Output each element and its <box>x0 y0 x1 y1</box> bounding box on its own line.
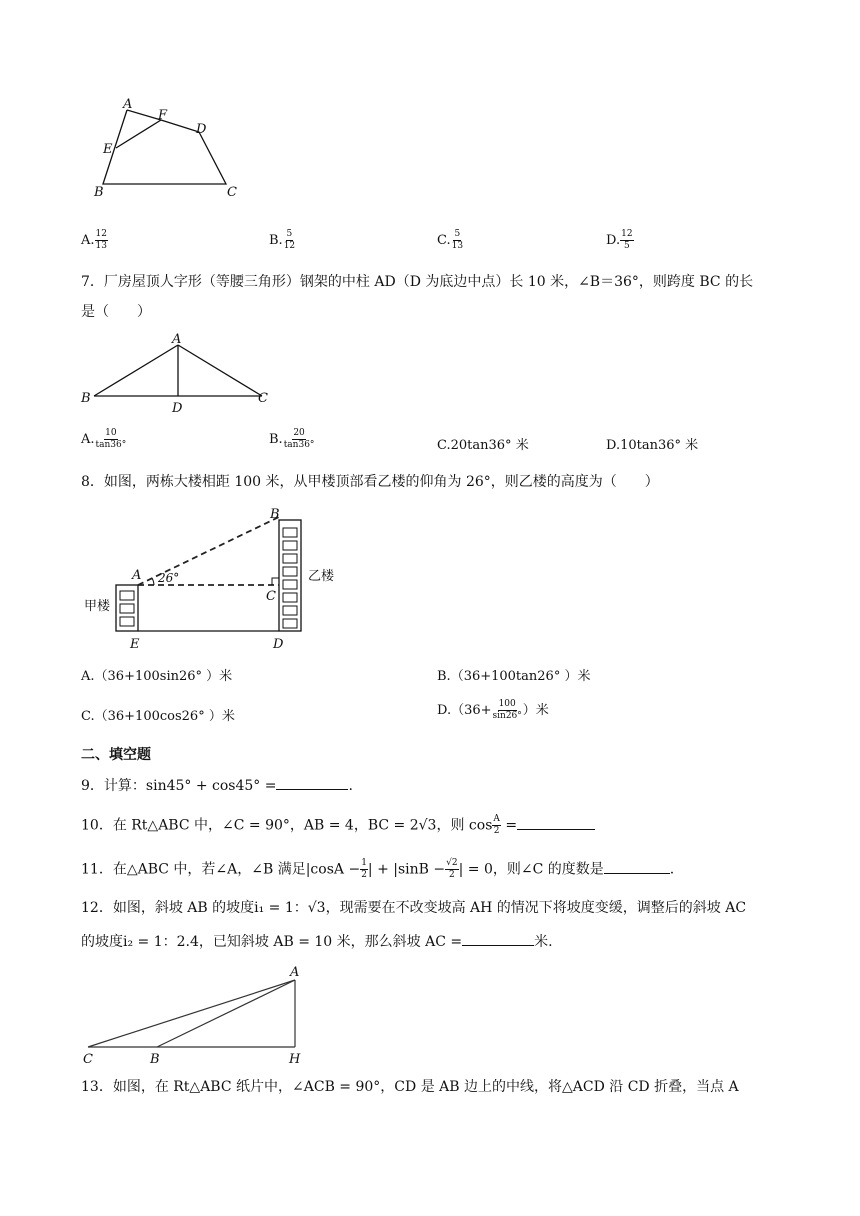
fig12-label-H: H <box>289 1052 301 1065</box>
fig6-label-A: A <box>123 97 133 112</box>
fig8-angle-label: 26° <box>158 571 180 585</box>
q10-answer-blank[interactable] <box>517 817 595 830</box>
q8-option-d[interactable]: D.（36+ $\frac{100}{\sin 26^\circ}$ ）米 <box>437 699 549 721</box>
fig6-label-C: C <box>227 185 237 200</box>
q9: 9．计算：sin45° + cos45° = . <box>81 778 353 794</box>
fig8-label-E: E <box>130 637 140 652</box>
fig12-label-A: A <box>290 965 300 980</box>
q8-option-b[interactable]: B.（36+100tan26° ）米 <box>437 669 591 684</box>
q7-line1: 7．厂房屋顶人字形（等腰三角形）钢架的中柱 AD（D 为底边中点）长 10 米，∠B＝36°，则跨度 BC 的长 <box>81 274 754 290</box>
fig8-label-D: D <box>273 637 284 652</box>
q12-line2: 的坡度i₂ = 1：2.4，已知斜坡 AB = 10 米，那么斜坡 AC = 米. <box>81 934 553 950</box>
q6-option-c[interactable]: C. $\frac{5}{13}$ <box>437 229 464 251</box>
q13-text: 13．如图，在 Rt△ABC 纸片中，∠ACB = 90°，CD 是 AB 边上的中线，将△ACD 沿 CD 折叠，当点 A <box>81 1079 739 1095</box>
q6-option-a[interactable]: A. $\frac{12}{13}$ <box>81 229 107 251</box>
figure-q6 <box>80 95 260 205</box>
section-title-fill-blank: 二、填空题 <box>81 747 151 763</box>
q11-answer-blank[interactable] <box>604 861 670 874</box>
fig12-label-B: B <box>150 1052 160 1065</box>
q8-option-c[interactable]: C.（36+100cos26° ）米 <box>81 709 235 724</box>
q12-line1: 12．如图，斜坡 AB 的坡度i₁ = 1：√3，现需要在不改变坡高 AH 的情况下将坡度变缓，调整后的斜坡 AC <box>81 900 747 916</box>
q9-answer-blank[interactable] <box>276 777 348 790</box>
q7-option-a[interactable]: A. $\frac{10}{\tan 36^\circ}$ <box>81 428 127 450</box>
fig7-label-B: B <box>81 391 91 406</box>
fig8-building-right: 乙楼 <box>308 569 335 584</box>
fig7-label-A: A <box>172 332 182 347</box>
q6-option-b[interactable]: B. $\frac{5}{12}$ <box>269 229 296 251</box>
fig7-label-D: D <box>172 401 183 415</box>
fig8-building-left: 甲楼 <box>84 599 111 614</box>
fig8-label-B: B <box>270 507 280 522</box>
q8-option-a[interactable]: A.（36+100sin26° ）米 <box>81 669 233 684</box>
fig8-label-C: C <box>266 589 276 604</box>
q7-option-c[interactable]: C.20tan36° 米 <box>437 438 529 453</box>
q6-option-d[interactable]: D. $\frac{12}{5}$ <box>606 229 633 251</box>
q8-text: 8．如图，两栋大楼相距 100 米，从甲楼顶部看乙楼的仰角为 26°，则乙楼的高度为（ ） <box>81 474 659 490</box>
q7-option-b[interactable]: B. $\frac{20}{\tan 36^\circ}$ <box>269 428 315 450</box>
figure-q12 <box>78 960 318 1065</box>
fig8-label-A: A <box>132 568 142 583</box>
q12-answer-blank[interactable] <box>462 933 534 946</box>
fig6-label-F: F <box>158 108 168 123</box>
fig7-label-C: C <box>258 391 268 406</box>
fig6-label-D: D <box>196 122 207 137</box>
q7-option-d[interactable]: D.10tan36° 米 <box>606 438 699 453</box>
fig6-label-B: B <box>94 185 104 200</box>
q7-line2: 是（ ） <box>81 304 151 320</box>
q11: 11．在△ABC 中，若∠A，∠B 满足|cosA − $\frac{1}{2}$ | + |sinB − $\frac{√2}{2}$ | = 0，则∠C 的度数是 . <box>81 858 675 880</box>
q10: 10．在 Rt△ABC 中，∠C = 90°，AB = 4，BC = 2√3，则 cos $\frac{A}{2}$ = <box>81 814 595 837</box>
fig12-label-C: C <box>83 1052 93 1065</box>
figure-q8 <box>80 505 380 655</box>
fig6-label-E: E <box>103 142 113 157</box>
figure-q7 <box>78 330 278 415</box>
